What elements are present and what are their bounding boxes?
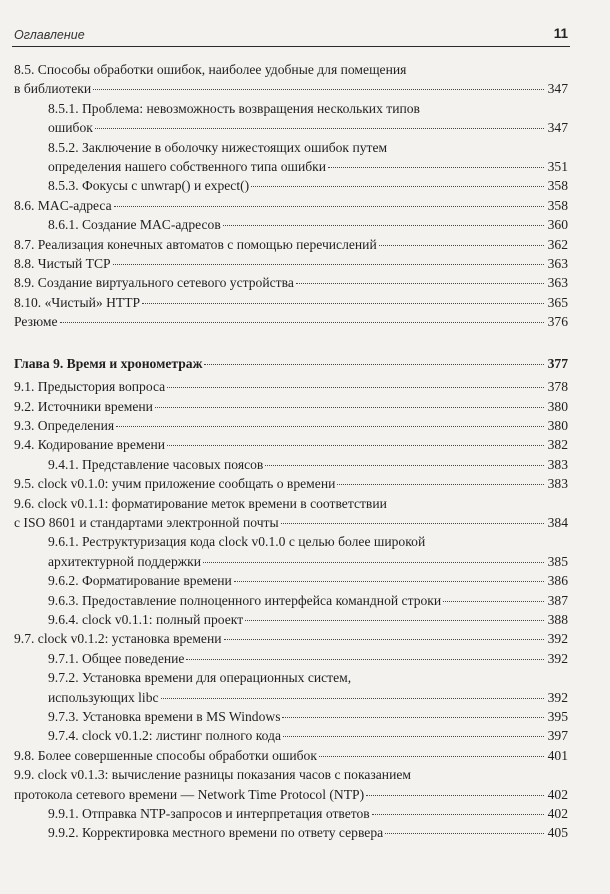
toc-page-number: 395 (547, 709, 568, 724)
toc-entry-9-7[interactable] (14, 629, 568, 648)
toc-page-number: 347 (547, 81, 568, 97)
leader-dots (234, 580, 544, 582)
toc-entry-text: 9.9.1. Отправка NTP-запросов и интерпретация ответов (48, 806, 370, 822)
toc-page-number: 360 (547, 217, 568, 233)
toc-entry-8-9[interactable] (14, 273, 568, 292)
toc-entry-9-4[interactable] (14, 435, 568, 454)
toc-page-number: 384 (547, 514, 568, 530)
toc-entry-summary[interactable] (14, 312, 568, 331)
toc-entry-8-5-1[interactable] (14, 99, 568, 138)
toc-page-number: 378 (547, 379, 568, 395)
toc-entry-9-7-4[interactable] (14, 726, 568, 745)
toc-entry-9-6-1[interactable] (14, 532, 568, 571)
toc-page-number: 405 (547, 825, 568, 841)
toc-entry-text: 8.6. MAC-адреса (14, 197, 112, 213)
leader-dots (379, 244, 544, 246)
leader-dots (372, 813, 544, 815)
toc-page-number: 402 (547, 786, 568, 802)
toc-entry-text: 8.9. Создание виртуального сетевого устройства (14, 275, 294, 291)
toc-page-number: 402 (547, 806, 568, 822)
leader-dots (443, 600, 544, 602)
toc-entry-9-9[interactable] (14, 765, 568, 804)
leader-dots (223, 224, 544, 226)
toc-entry-8-6[interactable] (14, 196, 568, 215)
leader-dots (203, 561, 544, 563)
toc-entry-text: 9.2. Источники времени (14, 398, 153, 414)
leader-dots (186, 658, 544, 660)
toc-entry-9-3[interactable] (14, 416, 568, 435)
leader-dots (155, 406, 544, 408)
toc-entry-text: 8.5.2. Заключение в оболочку нижестоящих ошибок путем (48, 139, 388, 155)
leader-dots (319, 755, 544, 757)
leader-dots (116, 425, 544, 427)
toc-entry-text: с ISO 8601 и стандартами электронной почты (14, 514, 279, 530)
toc-page-number: 347 (547, 120, 568, 136)
toc-entry-8-10[interactable] (14, 293, 568, 312)
toc-page-number: 392 (547, 650, 568, 666)
toc-entry-8-5[interactable] (14, 60, 568, 99)
toc-page-number: 392 (547, 631, 568, 647)
toc-page-number: 380 (547, 398, 568, 414)
toc-entry-text: 9.7.4. clock v0.1.2: листинг полного кода (48, 728, 281, 744)
toc-entry-8-8[interactable] (14, 254, 568, 273)
toc-page-number: 385 (547, 553, 568, 569)
leader-dots (337, 483, 544, 485)
toc-entry-9-7-1[interactable] (14, 649, 568, 668)
section-title: Оглавление (14, 28, 85, 42)
leader-dots (60, 321, 544, 323)
toc-entry-text: 9.7.2. Установка времени для операционных систем, (48, 670, 352, 686)
toc-entry-text: в библиотеки (14, 81, 92, 97)
toc-entry-text: 9.9. clock v0.1.3: вычисление разницы показания часов с показанием (14, 767, 411, 783)
toc-entry-text: 8.7. Реализация конечных автоматов с помощью перечислений (14, 236, 377, 252)
toc-entry-text: 9.1. Предыстория вопроса (14, 379, 166, 395)
table-of-contents (14, 60, 568, 843)
toc-page-number: 376 (547, 314, 568, 330)
toc-page-number: 380 (547, 417, 568, 433)
toc-page-number: 383 (547, 456, 568, 472)
toc-page-number: 383 (547, 476, 568, 492)
toc-entry-text: 8.5.1. Проблема: невозможность возвращения нескольких типов (48, 100, 420, 116)
leader-dots (251, 185, 544, 187)
toc-page-number: 387 (547, 592, 568, 608)
toc-entry-9-7-3[interactable] (14, 707, 568, 726)
leader-dots (281, 522, 544, 524)
toc-entry-text: 9.7.3. Установка времени в MS Windows (48, 709, 281, 724)
leader-dots (93, 88, 544, 90)
leader-dots (95, 127, 544, 129)
toc-entry-text: 9.6.2. Форматирование времени (48, 573, 232, 589)
toc-entry-9-5[interactable] (14, 474, 568, 493)
leader-dots (366, 794, 544, 796)
toc-entry-text: 8.6.1. Создание MAC-адресов (48, 217, 221, 233)
toc-entry-8-5-2[interactable] (14, 138, 568, 177)
toc-entry-9-1[interactable] (14, 377, 568, 396)
toc-chapter-9[interactable] (14, 354, 568, 373)
toc-entry-text: 9.9.2. Корректировка местного времени по ответу сервера (48, 825, 384, 841)
leader-dots (142, 302, 544, 304)
toc-entry-9-6-3[interactable] (14, 591, 568, 610)
toc-entry-text: Резюме (14, 314, 58, 330)
toc-page-number: 388 (547, 611, 568, 627)
toc-entry-text: 9.6.4. clock v0.1.1: полный проект (48, 611, 244, 627)
toc-entry-text: использующих libc (48, 689, 159, 705)
toc-entry-text: 9.6.1. Реструктуризация кода clock v0.1.0 с целью более широкой (48, 534, 426, 550)
toc-entry-text: 9.4. Кодирование времени (14, 437, 166, 453)
toc-entry-text: ошибок (48, 120, 93, 136)
leader-dots (113, 263, 544, 265)
leader-dots (385, 832, 544, 834)
toc-entry-text: 9.5. clock v0.1.0: учим приложение сообщать о времени (14, 476, 336, 492)
leader-dots (224, 638, 544, 640)
toc-page-number: 392 (547, 689, 568, 705)
toc-entry-text: 9.8. Более совершенные способы обработки ошибок (14, 747, 317, 763)
toc-page-number: 365 (547, 294, 568, 310)
toc-entry-9-6-2[interactable] (14, 571, 568, 590)
toc-entry-text: 9.7. clock v0.1.2: установка времени (14, 631, 222, 647)
toc-entry-text: 9.4.1. Представление часовых поясов (48, 456, 264, 472)
toc-entry-text: определения нашего собственного типа ошибки (48, 159, 327, 175)
leader-dots (167, 444, 544, 446)
toc-page-number: 358 (547, 197, 568, 213)
toc-page-number: 377 (547, 355, 568, 371)
toc-entry-text: протокола сетевого времени — Network Time Protocol (NTP) (14, 786, 365, 802)
toc-entry-text: 9.3. Определения (14, 417, 115, 433)
toc-entry-text: 8.8. Чистый TCP (14, 256, 111, 272)
toc-chapter-title: Глава 9. Время и хронометраж (14, 355, 203, 371)
leader-dots (282, 716, 544, 718)
toc-page-number: 382 (547, 437, 568, 453)
toc-entry-9-4-1[interactable] (14, 455, 568, 474)
leader-dots (204, 363, 544, 365)
toc-page-number: 362 (547, 236, 568, 252)
toc-page-number: 351 (547, 159, 568, 175)
toc-entry-9-6[interactable] (14, 494, 568, 533)
toc-page-number: 397 (547, 728, 568, 744)
toc-entry-9-9-1[interactable] (14, 804, 568, 823)
leader-dots (114, 205, 544, 207)
page-number: 11 (553, 26, 568, 41)
toc-entry-9-9-2[interactable] (14, 823, 568, 842)
running-header (12, 26, 570, 47)
toc-entry-text: архитектурной поддержки (48, 553, 202, 569)
toc-page-number: 363 (547, 256, 568, 272)
leader-dots (265, 464, 544, 466)
toc-entry-text: 8.10. «Чистый» HTTP (14, 294, 141, 310)
toc-page-number: 358 (547, 178, 568, 194)
toc-page-number: 363 (547, 275, 568, 291)
toc-entry-8-5-3[interactable] (14, 176, 568, 195)
toc-entry-9-8[interactable] (14, 746, 568, 765)
toc-entry-text: 8.5.3. Фокусы с unwrap() и expect() (48, 178, 250, 194)
leader-dots (283, 735, 544, 737)
toc-entry-text: 8.5. Способы обработки ошибок, наиболее удобные для помещения (14, 62, 407, 77)
toc-entry-text: 9.7.1. Общее поведение (48, 650, 185, 666)
leader-dots (328, 166, 544, 168)
toc-entry-8-6-1[interactable] (14, 215, 568, 234)
leader-dots (245, 619, 544, 621)
leader-dots (167, 386, 544, 388)
toc-entry-text: 9.6. clock v0.1.1: форматирование меток времени в соответствии (14, 495, 387, 511)
toc-entry-9-2[interactable] (14, 397, 568, 416)
leader-dots (296, 282, 544, 284)
toc-entry-9-7-2[interactable] (14, 668, 568, 707)
toc-entry-text: 9.6.3. Предоставление полноценного интерфейса командной строки (48, 592, 442, 608)
toc-entry-8-7[interactable] (14, 235, 568, 254)
toc-page-number: 386 (547, 573, 568, 589)
leader-dots (161, 697, 544, 699)
toc-entry-9-6-4[interactable] (14, 610, 568, 629)
toc-page-number: 401 (547, 747, 568, 763)
